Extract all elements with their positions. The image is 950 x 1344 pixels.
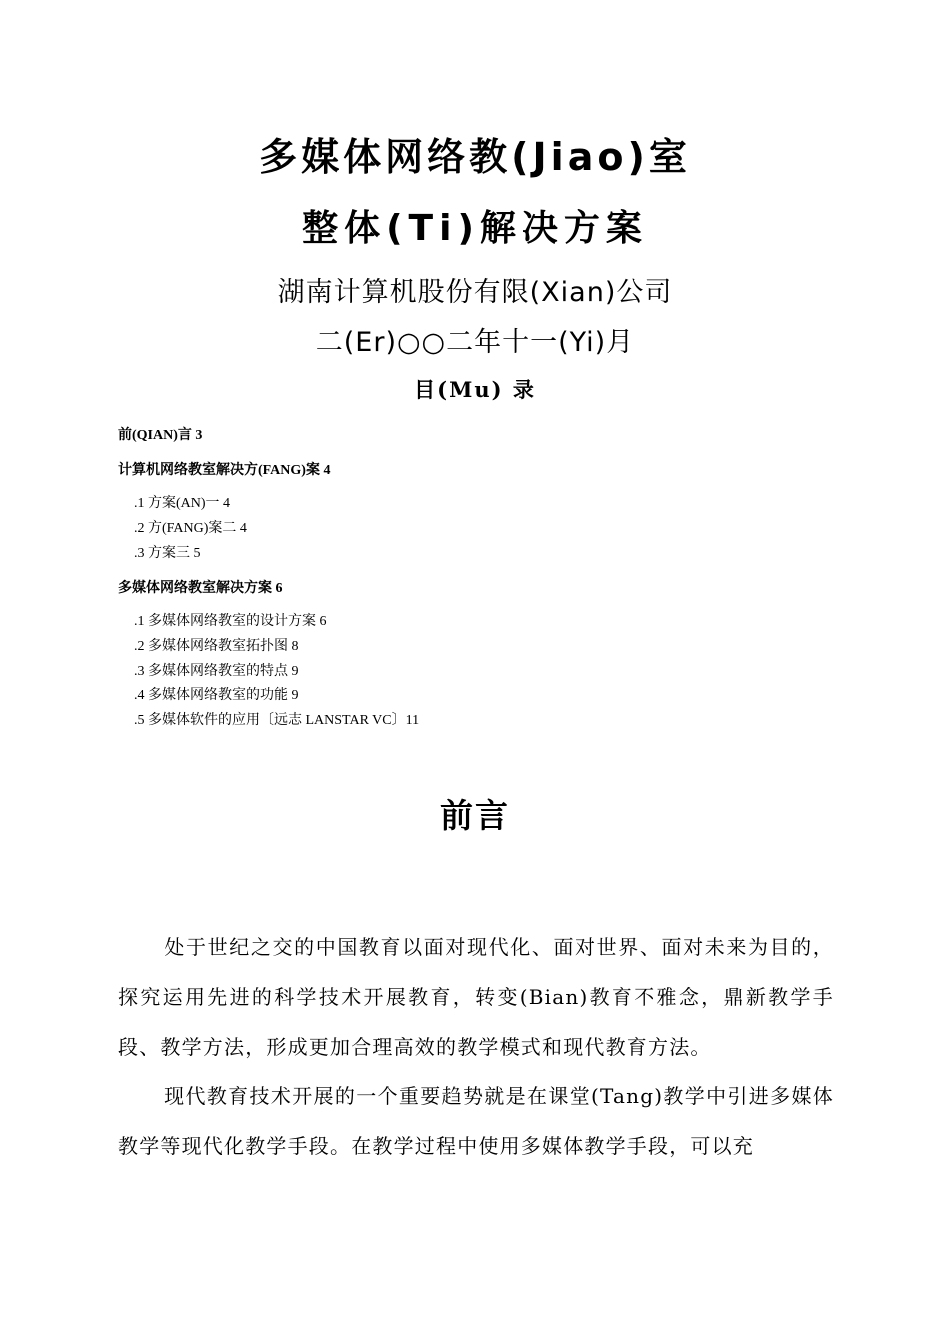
- preface-paragraph: [118, 922, 834, 1072]
- toc-subentry[interactable]: .5 多媒体软件的应用〔远志 LANSTAR VC〕11: [134, 713, 420, 729]
- toc-entry: [118, 424, 838, 444]
- toc-sub-list: [118, 492, 838, 566]
- toc-sub-list: [118, 610, 838, 734]
- toc-subentry[interactable]: .2 多媒体网络教室拓扑图 8: [134, 638, 299, 654]
- toc-subentry[interactable]: .4 多媒体网络教室的功能 9: [134, 688, 299, 704]
- cover-date: 二(Er)○○二年十一(Yi)月: [315, 327, 635, 358]
- toc-entry-computer-lab[interactable]: 计算机网络教室解决方(FANG)案 4: [118, 463, 331, 478]
- toc-title: 目(Mu) 录: [414, 377, 536, 402]
- preface-heading: 前言: [440, 796, 510, 835]
- toc-subentry[interactable]: .3 方案三 5: [134, 545, 201, 561]
- toc-entry: [118, 459, 838, 479]
- toc-subentry[interactable]: .3 多媒体网络教室的特点 9: [134, 663, 299, 679]
- toc-entry-multimedia-lab[interactable]: 多媒体网络教室解决方案 6: [118, 581, 283, 596]
- preface-paragraph: [118, 1071, 834, 1171]
- toc-subentry[interactable]: .2 方(FANG)案二 4: [134, 520, 247, 536]
- cover-title-line2: 整体(Ti)解决方案: [302, 208, 648, 249]
- preface-paragraph-text: 处于世纪之交的中国教育以面对现代化、面对世界、面对未来为目的，探究运用先进的科学技术开展教育，转变(Bian)教育不雅念，鼎新教学手段、教学方法，形成更加合理高效的教学模式和现代教育方法。: [118, 935, 834, 1059]
- preface-paragraph-text: 现代教育技术开展的一个重要趋势就是在课堂(Tang)教学中引进多媒体教学等现代化教学手段。在教学过程中使用多媒体教学手段，可以充: [118, 1084, 834, 1158]
- cover-title-line1: 多媒体网络教(Jiao)室: [259, 135, 691, 179]
- toc-subentry[interactable]: .1 多媒体网络教室的设计方案 6: [134, 614, 327, 629]
- toc-entry: [118, 577, 838, 597]
- toc-subentry[interactable]: .1 方案(AN)一 4: [134, 496, 231, 511]
- cover-company: 湖南计算机股份有限(Xian)公司: [277, 277, 673, 308]
- toc-entry-preface[interactable]: 前(QIAN)言 3: [118, 428, 203, 443]
